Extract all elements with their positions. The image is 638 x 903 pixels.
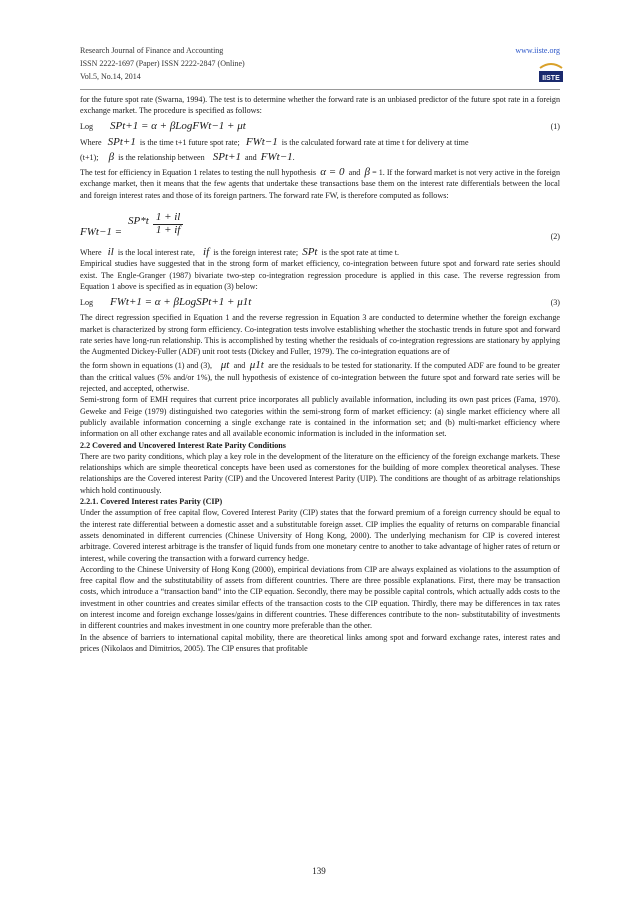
journal-volume: Vol.5, No.14, 2014 (80, 72, 141, 81)
header-divider (80, 89, 560, 90)
page-number: 139 (312, 866, 326, 876)
paragraph: the form shown in equations (1) and (3), μt and μ1t are the residuals to be tested for stationarity. If the computed ADF are found to be greater than the critical values (5% and/or 1%), the null hypothesis of existence of co-integration between the future spot and forward rate series will be rejected, and accepted, otherwise. (80, 359, 560, 394)
equation-lead: Log (80, 297, 94, 307)
paragraph: Where il is the local interest rate, if is the foreign interest rate; SPt is the spot rate at time t. (80, 246, 400, 259)
iiste-logo (536, 58, 566, 84)
equation-number: (3) (550, 297, 560, 307)
equation-lead: Log (80, 121, 94, 131)
equation-math: SPt+1 = α + βLogFWt−1 + μt (110, 119, 246, 132)
subsection-heading: 2.2.1. Covered Interest rates Parity (CIP) (80, 497, 223, 507)
equation-1 (80, 117, 560, 137)
paragraph: According to the Chinese University of Hong Kong (2000), empirical deviations from CIP are always explained as violations to the assumption of free capital flow and the substitutability of assets from different countries. There are three possible explanations. First, there may be transaction costs, which introduce a “transaction band” into the CIP equation. Secondly, there may be possible capital controls, which actually adds costs to the investment in other countries and creates similar effects of the transaction costs to the CIP equation. Thirdly, there may be differences in tax rates on interest income and foreign exchange losses/gains in different countries. These differences contribute to the non- substitutability of investments in different countries and makes investment in one country more preferable than the other. (80, 564, 560, 631)
journal-issn: ISSN 2222-1697 (Paper) ISSN 2222-2847 (Online) (80, 59, 245, 68)
equation-lhs: FWt−1 = (80, 226, 123, 239)
paragraph: In the absence of barriers to international capital mobility, there are theoretical links among spot and forward exchange rates, interest rates and prices (Nikolaos and Dimitrios, 2005). The CIP ensures that profitable (80, 632, 560, 653)
equation-2 (80, 201, 560, 247)
paragraph: The test for efficiency in Equation 1 relates to testing the null hypothesis α = 0 and β = 1. If the forward market is not very active in the foreign exchange market, then it means that the few agents that undertake these transactions base them on the interest rate differentials between the local and foreign interest rates and those of its foreign partners. The forward rate FW, is therefore computed as follows: (80, 166, 561, 200)
paragraph: There are two parity conditions, which play a key role in the development of the literature on the efficiency of the foreign exchange markets. These relationships which are simple theoretical concepts have been used as cornerstones for the building of more complex theoretical analyses. These relationships are the Covered interest Parity (CIP) and the Uncovered Interest Parity (UIP). The conditions are thought of as arbitrage relationships which hold continuously. (80, 451, 560, 495)
paragraph: (t+1); β is the relationship between SPt+1 and FWt−1. (80, 150, 295, 163)
article-body (80, 94, 560, 654)
equation-number: (2) (550, 232, 560, 242)
equation-fraction: $\frac{1 + il}{1 + if}$ (153, 212, 184, 236)
paragraph: Under the assumption of free capital flow, Covered Interest Parity (CIP) states that the forward premium of a foreign currency should be equal to the interest rate differential between a domestic asset and a substitutable foreign asset. CIP implies the equality of returns on comparable financial assets denominated in different currencies (Chinese University of Hong Kong, 2000). The underlying mechanism for CIP is covered interest arbitrage. Covered interest arbitrage is the transfer of liquid funds from one monetary centre to another to take advantage of higher rates of return or interest, while covering the transaction with a forward currency hedge. (80, 508, 560, 563)
paragraph: Empirical studies have suggested that in the strong form of market efficiency, co-integration between future spot and forward rate series should exist. The Engle-Granger (1987) bivariate two-step co-integration regression procedure is applied in this case. The reverse regression from Equation 1 above is specified as in equation (3) below: (80, 259, 560, 291)
equation-spot: SP*t (128, 215, 149, 228)
equation-number: (1) (550, 121, 560, 131)
paragraph: Semi-strong form of EMH requires that current price incorporates all publicly available information, including its own past prices (Fama, 1970). Geweke and Feige (1979) distinguished two categories within the semi-strong form of market efficiency: (a) single market efficiency where all publicly available information concerning a single exchange rate is contained in the information set; and (b) multi-market efficiency where information on all other exchange rates and all available economic information is included in the information set. (80, 395, 560, 439)
section-heading: 2.2 Covered and Uncovered Interest Rate Parity Conditions (80, 440, 286, 450)
journal-title: Research Journal of Finance and Accounting (80, 46, 224, 55)
journal-url-link[interactable]: www.iiste.org (515, 46, 560, 55)
equation-3 (80, 292, 560, 312)
paragraph: for the future spot rate (Swarna, 1994). The test is to determine whether the forward rate is an unbiased predictor of the future spot rate in a foreign exchange market. The procedure is specified as follows: (80, 95, 560, 116)
equation-math: FWt+1 = α + βLogSPt+1 + μ1t (110, 295, 252, 308)
paragraph: Where SPt+1 is the time t+1 future spot rate; FWt−1 is the calculated forward rate at time t for delivery at time (80, 135, 469, 148)
journal-header (80, 44, 560, 83)
paragraph: The direct regression specified in Equation 1 and the reverse regression in Equation 3 are conducted to determine whether the foreign exchange market is characterized by strong form efficiency. Co-integration tests involve establishing whether the stochastic trends in future spot and forward rate series have long-run relationship. This is accomplished by testing whether the residuals of co-integration regressions are stationary by applying the Augmented Dickey-Fuller (ADF) unit root tests (Dickey and Fuller, 1979). The co-integration equations are of (80, 313, 560, 357)
logo-text: IISTE (542, 75, 560, 82)
